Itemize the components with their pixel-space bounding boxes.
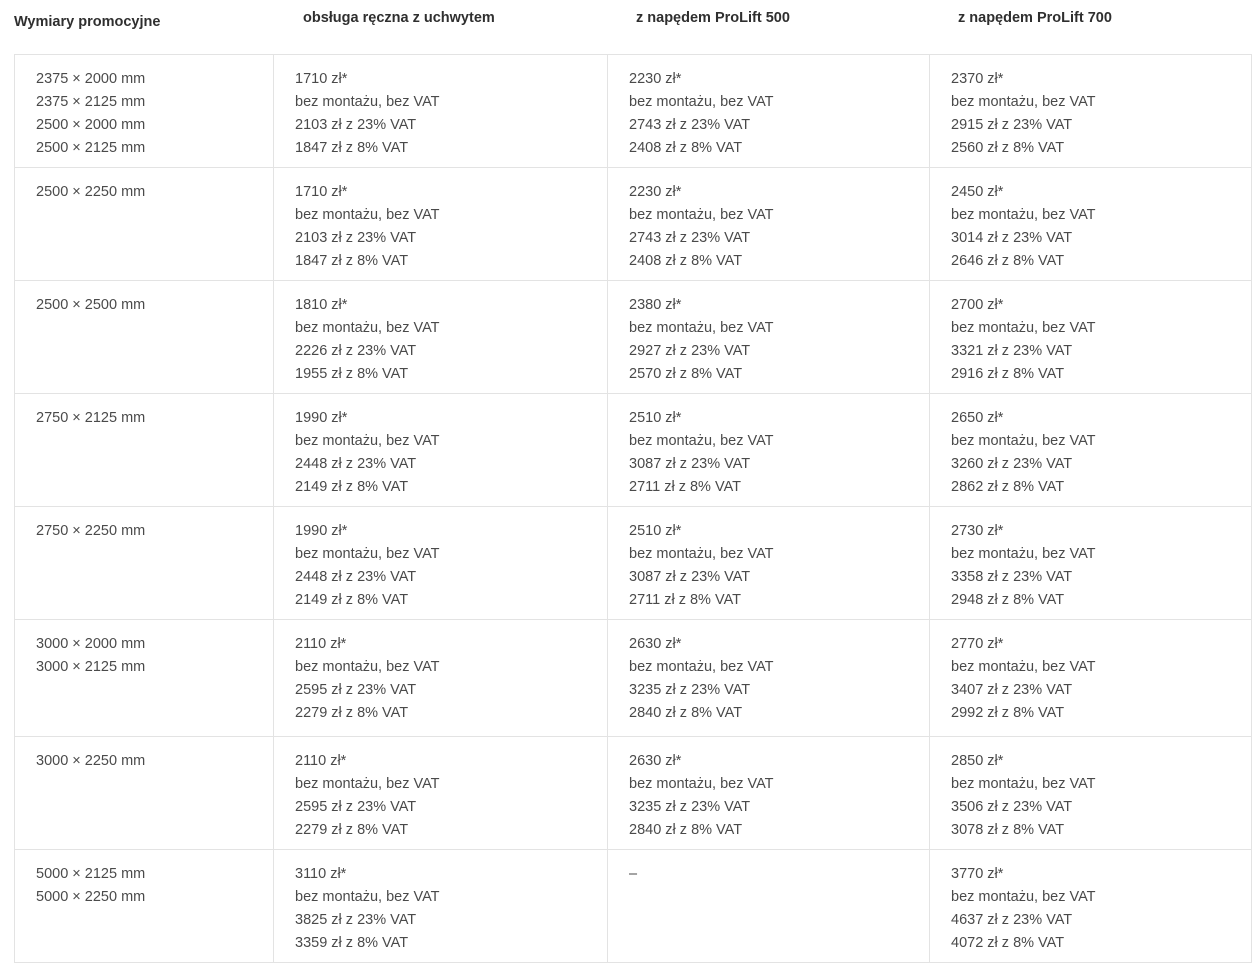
cell-line: bez montażu, bez VAT: [295, 889, 440, 905]
cell-line: 2408 zł z 8% VAT: [629, 140, 743, 156]
prolift500-price-cell: [608, 281, 930, 394]
manual-price-cell: [274, 507, 608, 620]
manual-price-cell: [274, 850, 608, 963]
cell-line: 2916 zł z 8% VAT: [951, 366, 1065, 382]
cell-line: bez montażu, bez VAT: [951, 433, 1096, 449]
manual-price-cell: [274, 737, 608, 850]
dimensions-cell: [15, 620, 274, 737]
cell-line: 1847 zł z 8% VAT: [295, 253, 409, 269]
header-prolift-700: z napędem ProLift 700: [958, 10, 1112, 26]
cell-line: 2110 zł*: [295, 636, 347, 652]
prolift700-price-cell: [930, 281, 1252, 394]
cell-line: 1990 zł*: [295, 410, 348, 426]
manual-price-cell: [274, 168, 608, 281]
table-row: [15, 850, 1252, 963]
cell-line: 2103 zł z 23% VAT: [295, 117, 417, 133]
manual-price-cell: [274, 281, 608, 394]
table-row: [15, 281, 1252, 394]
cell-line: 3260 zł z 23% VAT: [951, 456, 1073, 472]
cell-line: 2450 zł*: [951, 184, 1004, 200]
prolift500-price-cell: [608, 737, 930, 850]
cell-line: 2840 zł z 8% VAT: [629, 705, 743, 721]
cell-line: 3235 zł z 23% VAT: [629, 799, 751, 815]
cell-line: bez montażu, bez VAT: [629, 659, 774, 675]
prolift500-price-cell: [608, 168, 930, 281]
prolift700-price-cell: [930, 55, 1252, 168]
cell-line: 2279 zł z 8% VAT: [295, 822, 409, 838]
cell-line: 2149 zł z 8% VAT: [295, 479, 409, 495]
cell-line: 2650 zł*: [951, 410, 1004, 426]
dimensions-cell: [15, 281, 274, 394]
manual-price-cell: [274, 394, 608, 507]
cell-line: 2862 zł z 8% VAT: [951, 479, 1065, 495]
cell-line: 2226 zł z 23% VAT: [295, 343, 417, 359]
cell-line: 3087 zł z 23% VAT: [629, 569, 751, 585]
price-table: [14, 54, 1252, 963]
cell-line: 2730 zł*: [951, 523, 1004, 539]
cell-line: 4072 zł z 8% VAT: [951, 935, 1065, 951]
cell-line: 2595 zł z 23% VAT: [295, 799, 417, 815]
cell-line: 2560 zł z 8% VAT: [951, 140, 1065, 156]
cell-line: 2750 × 2125 mm: [36, 410, 146, 426]
dimensions-cell: [15, 394, 274, 507]
cell-line: 1710 zł*: [295, 184, 348, 200]
price-table-body: [15, 55, 1252, 963]
cell-line: bez montażu, bez VAT: [951, 94, 1096, 110]
cell-line: bez montażu, bez VAT: [295, 207, 440, 223]
dimensions-cell: [15, 850, 274, 963]
cell-line: bez montażu, bez VAT: [295, 320, 440, 336]
cell-line: bez montażu, bez VAT: [295, 94, 440, 110]
cell-line: 2500 × 2250 mm: [36, 184, 146, 200]
prolift700-price-cell: [930, 737, 1252, 850]
header-manual-operation: obsługa ręczna z uchwytem: [303, 10, 495, 26]
prolift500-price-cell: [608, 850, 930, 963]
prolift500-price-cell: [608, 620, 930, 737]
cell-line: bez montażu, bez VAT: [951, 889, 1096, 905]
cell-line: 2750 × 2250 mm: [36, 523, 146, 539]
table-row: [15, 394, 1252, 507]
header-dimensions: Wymiary promocyjne: [14, 14, 161, 30]
cell-line: 5000 × 2125 mm: [36, 866, 146, 882]
cell-line: 3014 zł z 23% VAT: [951, 230, 1073, 246]
cell-line: 2510 zł*: [629, 410, 682, 426]
cell-line: bez montażu, bez VAT: [951, 546, 1096, 562]
cell-line: 2408 zł z 8% VAT: [629, 253, 743, 269]
cell-line: 2510 zł*: [629, 523, 682, 539]
dimensions-cell: [15, 737, 274, 850]
dimensions-cell: [15, 55, 274, 168]
cell-line: 2230 zł*: [629, 184, 682, 200]
manual-price-cell: [274, 620, 608, 737]
cell-line: 3235 zł z 23% VAT: [629, 682, 751, 698]
table-row: [15, 737, 1252, 850]
prolift500-price-cell: [608, 394, 930, 507]
prolift700-price-cell: [930, 507, 1252, 620]
table-row: [15, 507, 1252, 620]
cell-line: 2110 zł*: [295, 753, 347, 769]
cell-line: 3000 × 2000 mm: [36, 636, 146, 652]
cell-line: 2595 zł z 23% VAT: [295, 682, 417, 698]
cell-line: 3110 zł*: [295, 866, 347, 882]
cell-line: 5000 × 2250 mm: [36, 889, 146, 905]
table-row: [15, 168, 1252, 281]
prolift700-price-cell: [930, 850, 1252, 963]
cell-line: 2770 zł*: [951, 636, 1004, 652]
prolift700-price-cell: [930, 168, 1252, 281]
cell-line: 3825 zł z 23% VAT: [295, 912, 417, 928]
prolift700-price-cell: [930, 620, 1252, 737]
cell-line: bez montażu, bez VAT: [951, 776, 1096, 792]
cell-line: 2570 zł z 8% VAT: [629, 366, 743, 382]
cell-line: 2380 zł*: [629, 297, 682, 313]
cell-line: 2500 × 2000 mm: [36, 117, 146, 133]
cell-line: 2915 zł z 23% VAT: [951, 117, 1073, 133]
cell-line: 1955 zł z 8% VAT: [295, 366, 409, 382]
cell-line: 3506 zł z 23% VAT: [951, 799, 1073, 815]
cell-line: bez montażu, bez VAT: [295, 776, 440, 792]
cell-line: 2927 zł z 23% VAT: [629, 343, 751, 359]
cell-line: 1710 zł*: [295, 71, 348, 87]
cell-line: 2646 zł z 8% VAT: [951, 253, 1065, 269]
cell-line: 2840 zł z 8% VAT: [629, 822, 743, 838]
cell-line: 2375 × 2125 mm: [36, 94, 146, 110]
cell-line: 2448 zł z 23% VAT: [295, 569, 417, 585]
cell-line: 2700 zł*: [951, 297, 1004, 313]
cell-line: bez montażu, bez VAT: [629, 433, 774, 449]
header-prolift-500: z napędem ProLift 500: [636, 10, 790, 26]
cell-line: 2630 zł*: [629, 753, 682, 769]
cell-line: 1990 zł*: [295, 523, 348, 539]
table-header: [0, 0, 1258, 54]
prolift500-price-cell: [608, 507, 930, 620]
cell-line: 2711 zł z 8% VAT: [629, 479, 742, 495]
table-row: [15, 620, 1252, 737]
cell-line: 2630 zł*: [629, 636, 682, 652]
cell-line: 2230 zł*: [629, 71, 682, 87]
cell-line: bez montażu, bez VAT: [295, 433, 440, 449]
cell-line: bez montażu, bez VAT: [951, 207, 1096, 223]
cell-line: bez montażu, bez VAT: [295, 546, 440, 562]
cell-line: 2279 zł z 8% VAT: [295, 705, 409, 721]
cell-line: 1847 zł z 8% VAT: [295, 140, 409, 156]
manual-price-cell: [274, 55, 608, 168]
cell-line: 2711 zł z 8% VAT: [629, 592, 742, 608]
cell-line: 1810 zł*: [295, 297, 348, 313]
cell-line: bez montażu, bez VAT: [629, 320, 774, 336]
cell-line: 2500 × 2125 mm: [36, 140, 146, 156]
cell-line: 2743 zł z 23% VAT: [629, 230, 751, 246]
prolift500-price-cell: [608, 55, 930, 168]
cell-line: 2992 zł z 8% VAT: [951, 705, 1065, 721]
cell-line: 2448 zł z 23% VAT: [295, 456, 417, 472]
cell-line: 3321 zł z 23% VAT: [951, 343, 1073, 359]
cell-line: 3000 × 2125 mm: [36, 659, 146, 675]
cell-line: 2149 zł z 8% VAT: [295, 592, 409, 608]
cell-line: bez montażu, bez VAT: [629, 776, 774, 792]
cell-line: bez montażu, bez VAT: [629, 207, 774, 223]
cell-line: –: [629, 866, 638, 882]
cell-line: 3359 zł z 8% VAT: [295, 935, 409, 951]
cell-line: 3078 zł z 8% VAT: [951, 822, 1065, 838]
cell-line: bez montażu, bez VAT: [951, 659, 1096, 675]
dimensions-cell: [15, 168, 274, 281]
table-row: [15, 55, 1252, 168]
cell-line: 3770 zł*: [951, 866, 1004, 882]
cell-line: 2375 × 2000 mm: [36, 71, 146, 87]
cell-line: 3407 zł z 23% VAT: [951, 682, 1073, 698]
cell-line: 3087 zł z 23% VAT: [629, 456, 751, 472]
cell-line: 2850 zł*: [951, 753, 1004, 769]
cell-line: bez montażu, bez VAT: [629, 546, 774, 562]
cell-line: 2370 zł*: [951, 71, 1004, 87]
cell-line: 2103 zł z 23% VAT: [295, 230, 417, 246]
prolift700-price-cell: [930, 394, 1252, 507]
cell-line: 4637 zł z 23% VAT: [951, 912, 1073, 928]
cell-line: 3000 × 2250 mm: [36, 753, 146, 769]
cell-line: bez montażu, bez VAT: [951, 320, 1096, 336]
dimensions-cell: [15, 507, 274, 620]
cell-line: 3358 zł z 23% VAT: [951, 569, 1073, 585]
cell-line: bez montażu, bez VAT: [295, 659, 440, 675]
cell-line: bez montażu, bez VAT: [629, 94, 774, 110]
cell-line: 2948 zł z 8% VAT: [951, 592, 1065, 608]
cell-line: 2500 × 2500 mm: [36, 297, 146, 313]
cell-line: 2743 zł z 23% VAT: [629, 117, 751, 133]
